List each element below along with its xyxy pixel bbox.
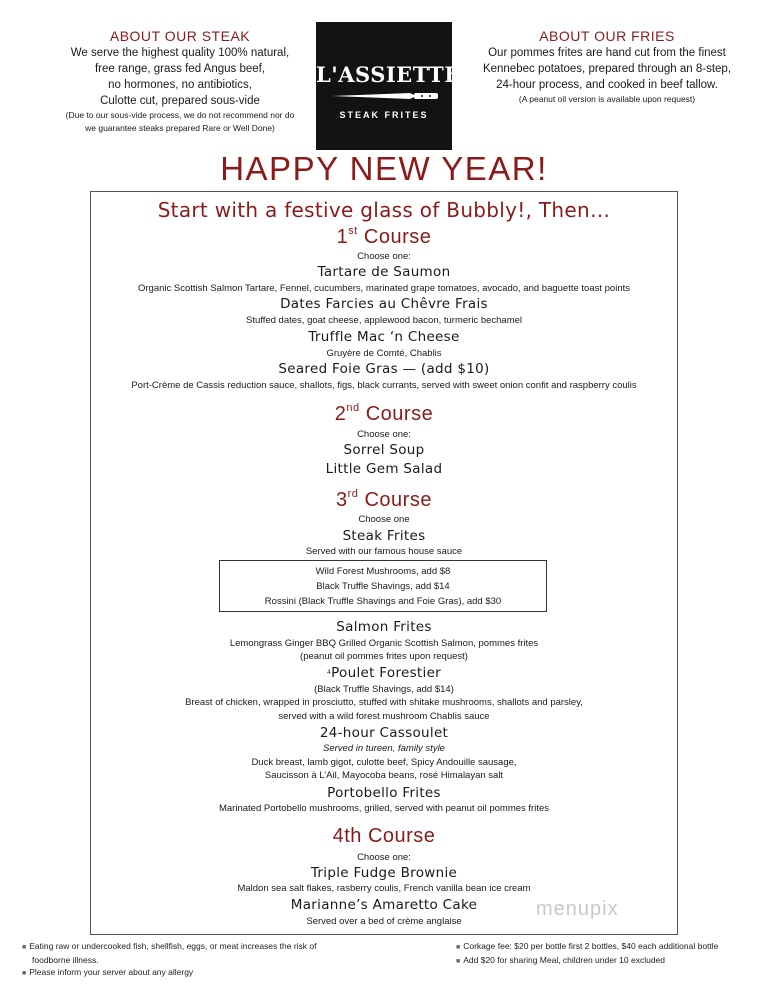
about-fries-line: Our pommes frites are hand cut from the finest	[488, 47, 726, 59]
about-steak-line: no hormones, no antibiotics,	[108, 79, 252, 91]
dish-name: Little Gem Salad	[325, 461, 443, 477]
dish-prefix-mark: 4	[326, 669, 332, 676]
page-title: HAPPY NEW YEAR!	[220, 150, 548, 187]
choose-label: Choose one:	[357, 429, 411, 440]
dish-description: Served over a bed of crème anglaise	[306, 916, 462, 927]
footer-note: ■ Add $20 for sharing Meal, children under 10 excluded	[456, 955, 666, 965]
addon-item: Black Truffle Shavings, add $14	[316, 581, 450, 592]
about-fries-block	[468, 28, 746, 106]
bullet-icon: ■	[456, 958, 461, 965]
choose-label: Choose one	[358, 514, 410, 525]
logo-subtitle: STEAK FRITES	[339, 110, 429, 120]
course-number: 3	[336, 489, 348, 511]
course-ordinal: rd	[347, 488, 359, 500]
choose-label: Choose one:	[357, 251, 411, 262]
choose-label: Choose one:	[357, 852, 411, 863]
dish-name: Triple Fudge Brownie	[310, 865, 458, 881]
dish-name: Salmon Frites	[336, 619, 432, 635]
dish-description: Duck breast, lamb gigot, culotte beef, Spicy Andouille sausage,	[251, 757, 517, 768]
footer-note: ■ Eating raw or undercooked fish, shellfish, eggs, or meat increases the risk of	[22, 941, 317, 951]
dish-description: Port-Crème de Cassis reduction sauce, shallots, figs, black currants, served with sweet onion confit and raspberry coulis	[131, 380, 637, 391]
dish-name: Steak Frites	[342, 528, 426, 544]
course-number: 2	[334, 403, 347, 425]
course-1-heading	[0, 225, 768, 249]
dish-name: Portobello Frites	[327, 785, 441, 801]
about-steak-line: Culotte cut, prepared sous-vide	[100, 95, 260, 107]
about-fries-line: Kennebec potatoes, prepared through an 8-step,	[482, 63, 732, 75]
about-steak-line: free range, grass fed Angus beef,	[94, 63, 266, 75]
dish-name-text: Poulet Forestier	[331, 665, 442, 681]
dish-description: served with a wild forest mushroom Chablis sauce	[278, 711, 490, 722]
dish-description: Served with our famous house sauce	[305, 546, 463, 557]
dish-name: Marianne’s Amaretto Cake	[290, 897, 478, 913]
bullet-icon: ■	[22, 970, 27, 977]
course-ordinal: st	[348, 225, 358, 237]
course-ordinal: nd	[346, 402, 360, 414]
course-word: Course	[363, 226, 432, 248]
about-fries-note: (A peanut oil version is available upon request)	[518, 94, 696, 104]
dish-name: Seared Foie Gras — (add $10)	[278, 361, 490, 377]
course-word: Course	[364, 489, 432, 511]
course-4-heading: 4th Course	[332, 825, 436, 847]
course-3-heading	[0, 488, 768, 512]
knife-icon	[326, 88, 442, 106]
about-steak-heading: ABOUT OUR STEAK	[109, 28, 251, 44]
dish-description: Breast of chicken, wrapped in prosciutto, stuffed with shitake mushrooms, shallots and parsley,	[185, 697, 583, 708]
dish-description: Organic Scottish Salmon Tartare, Fennel, cucumbers, marinated grape tomatoes, avocado, and baguette toast points	[138, 283, 630, 294]
course-number: 1	[336, 226, 349, 248]
dish-name	[0, 665, 768, 681]
dish-description: Gruyère de Comté, Chablis	[326, 348, 442, 359]
course-word: Course	[365, 403, 434, 425]
dish-description: Lemongrass Ginger BBQ Grilled Organic Scottish Salmon, pommes frites	[229, 638, 539, 649]
bullet-icon: ■	[456, 944, 461, 951]
about-fries-line: 24-hour process, and cooked in beef tallow.	[496, 79, 718, 91]
dish-description: Maldon sea salt flakes, rasberry coulis, French vanilla bean ice cream	[237, 883, 531, 894]
dish-description: Stuffed dates, goat cheese, applewood bacon, turmeric bechamel	[245, 315, 523, 326]
dish-name: Tartare de Saumon	[317, 264, 451, 280]
bullet-icon: ■	[22, 944, 27, 951]
about-steak-note: (Due to our sous-vide process, we do not recommend nor do	[65, 110, 295, 120]
dish-name: Dates Farcies au Chêvre Frais	[280, 296, 488, 312]
menu-intro: Start with a festive glass of Bubbly!, Then…	[157, 198, 611, 222]
dish-description: Saucisson à L’Ail, Mayocoba beans, rosé Himalayan salt	[264, 770, 504, 781]
about-steak-block	[45, 28, 315, 135]
dish-note: (Black Truffle Shavings, add $14)	[314, 684, 454, 695]
footer-left-notes	[22, 940, 342, 980]
footer-note: ■ Please inform your server about any allergy	[22, 967, 194, 977]
restaurant-logo	[316, 22, 461, 150]
watermark: menupix	[536, 898, 619, 920]
dish-name: Truffle Mac ‘n Cheese	[308, 329, 460, 345]
about-steak-note: we guarantee steaks prepared Rare or Well Done)	[85, 123, 275, 133]
dish-name: 24-hour Cassoulet	[319, 725, 449, 741]
steak-addons-box	[219, 560, 547, 612]
about-steak-line: We serve the highest quality 100% natural,	[70, 47, 290, 59]
addon-item: Wild Forest Mushrooms, add $8	[315, 566, 451, 577]
dish-name: Sorrel Soup	[343, 442, 425, 458]
about-fries-heading: ABOUT OUR FRIES	[539, 28, 675, 44]
dish-description: (peanut oil pommes frites upon request)	[300, 651, 468, 662]
logo-title: L'ASSIETTE	[316, 62, 461, 87]
dish-note: Served in tureen, family style	[323, 743, 445, 754]
addon-item: Rossini (Black Truffle Shavings and Foie Gras), add $30	[264, 596, 502, 607]
footer-right-notes	[456, 940, 756, 968]
dish-description: Marinated Portobello mushrooms, grilled, served with peanut oil pommes frites	[218, 803, 549, 814]
footer-note-continued: foodborne illness.	[32, 955, 99, 965]
course-2-heading	[0, 402, 768, 426]
footer-note: ■ Corkage fee: $20 per bottle first 2 bottles, $40 each additional bottle	[456, 941, 719, 951]
